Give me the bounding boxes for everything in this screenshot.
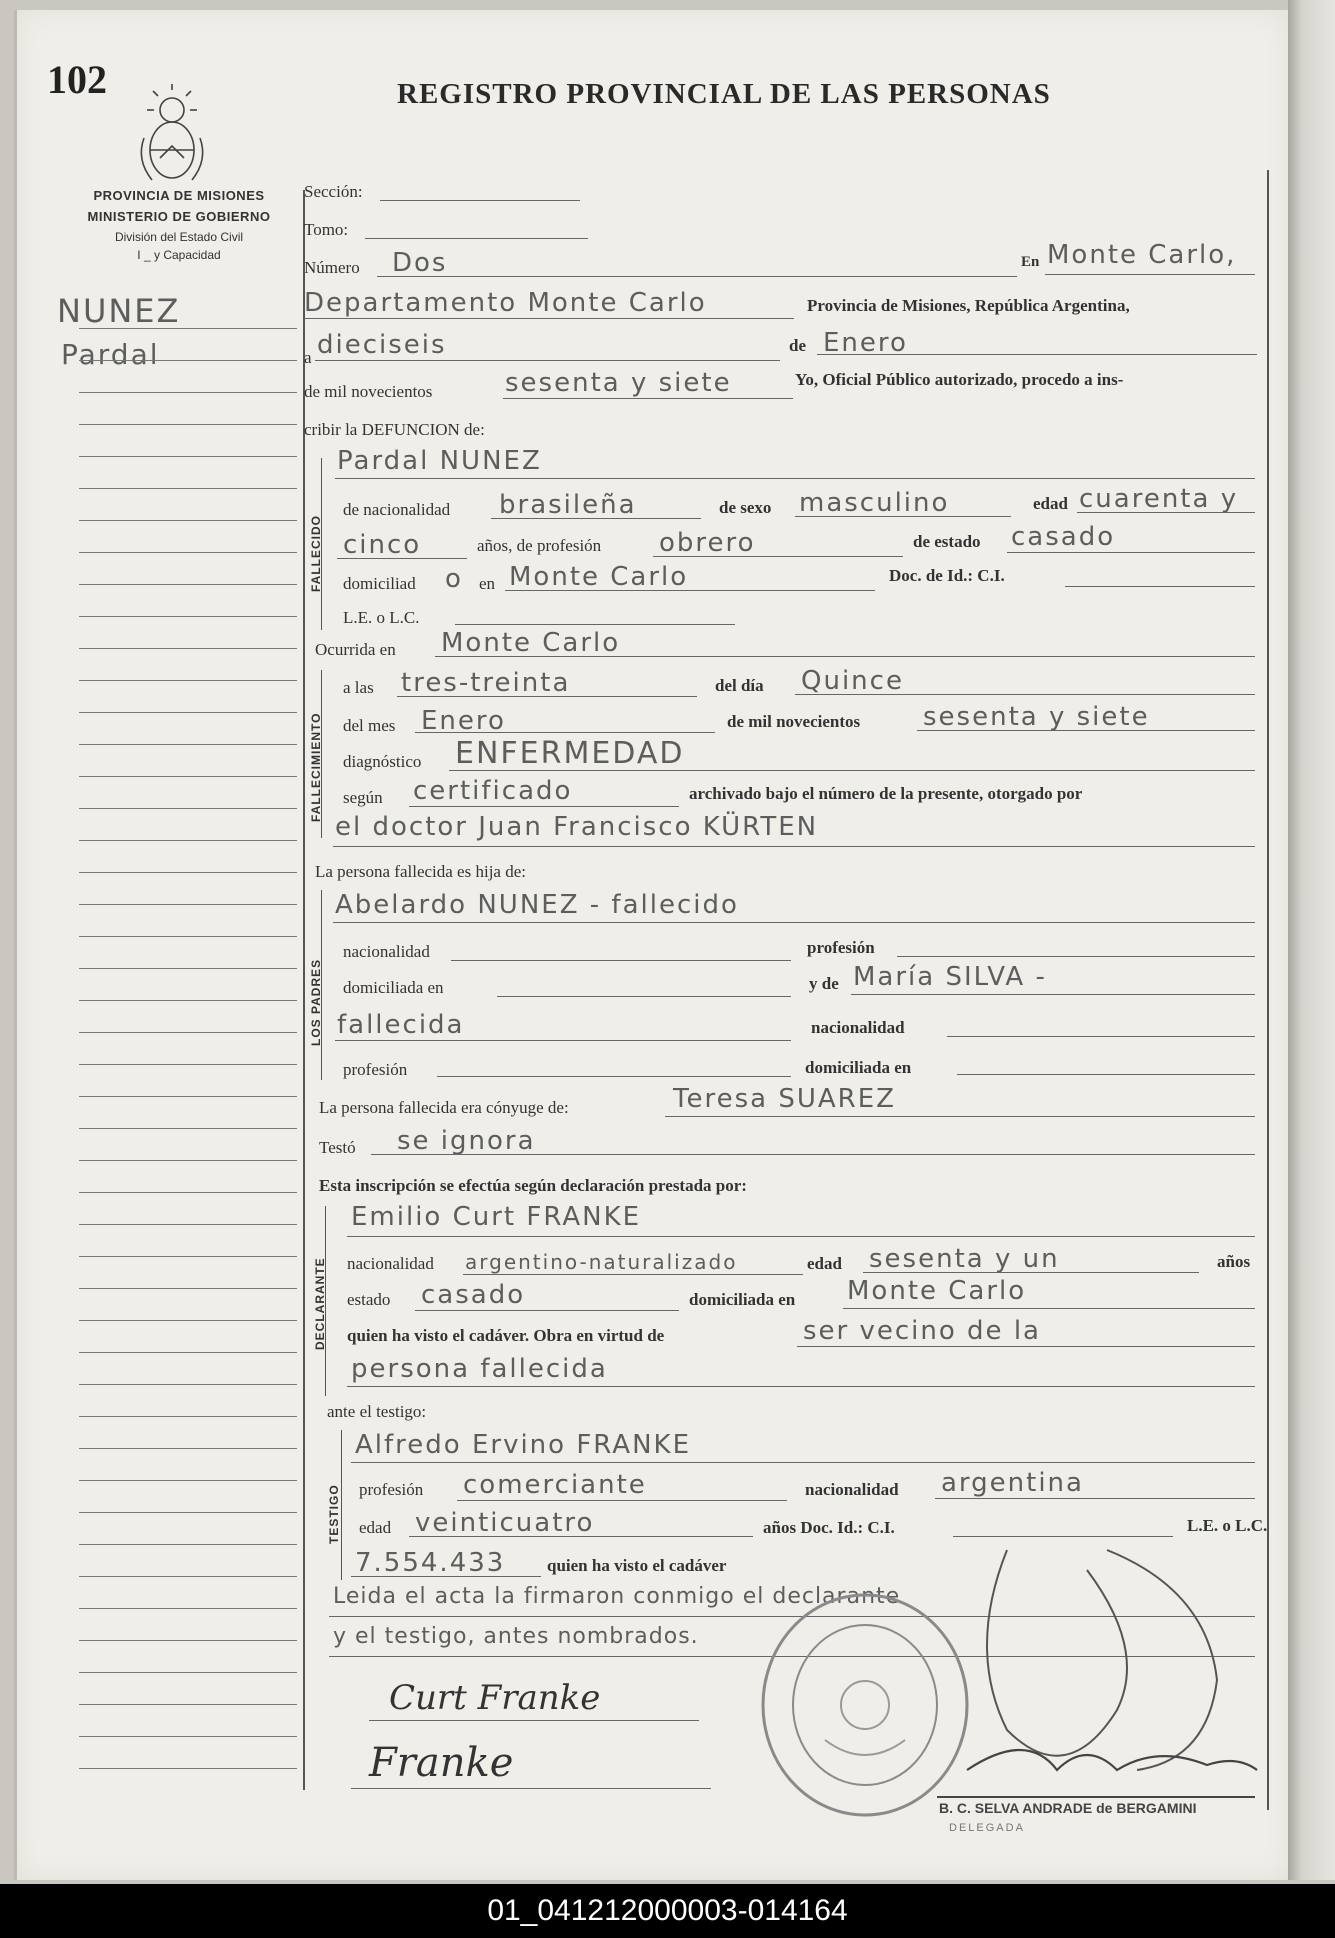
label-y-de: y de [809,974,839,993]
sidebar-rule [79,1640,297,1641]
section-los-padres: LOS PADRES [309,958,323,1046]
closing-note-1: Leida el acta la firmaron conmigo el declarante [333,1584,901,1609]
sidebar-rule [79,488,297,489]
label-domiciliada-madre: domiciliada en [805,1058,912,1077]
folio-number: 102 [47,57,107,102]
office-division: División del Estado Civil [114,230,244,244]
official-seal-icon [755,1590,975,1820]
official-role: DELEGADA [949,1822,1025,1834]
label-archivado: archivado bajo el número de la presente, otorgado por [689,784,1083,803]
sidebar-rule [79,1352,297,1353]
signature-declarante: Curt Franke [389,1678,601,1718]
label-yo: Yo, Oficial Público autorizado, procedo a ins- [795,370,1124,389]
sidebar-rule [79,424,297,425]
office-prefix: I _ [137,248,151,262]
sidebar-rule [79,936,297,937]
sidebar-rule [79,776,297,777]
entry-en: Monte Carlo, [1047,240,1237,270]
entry-edad2: cinco [343,530,422,560]
right-border [1267,170,1269,1810]
sidebar-rule [79,1608,297,1609]
binding-edge [1288,0,1335,1880]
label-nacionalidad-padre: nacionalidad [343,942,430,961]
entry-edad-testigo: veinticuatro [415,1508,595,1538]
entry-segun: certificado [413,776,573,806]
sidebar-surname: NUNEZ [57,292,181,330]
entry-profesion-testigo: comerciante [463,1470,647,1500]
sidebar-rule [79,1736,297,1737]
sidebar-rule [79,1672,297,1673]
entry-ocurrida: Monte Carlo [441,628,621,658]
label-nacionalidad: de nacionalidad [343,500,451,519]
label-le-lc-testigo: L.E. o L.C. [1187,1516,1268,1535]
entry-edad-declarante: sesenta y un [869,1244,1060,1274]
label-estado: de estado [913,532,981,551]
sidebar-rule [79,1576,297,1577]
entry-declarante: Emilio Curt FRANKE [351,1202,642,1232]
entry-nombre: Pardal NUNEZ [337,446,542,476]
registry-title: REGISTRO PROVINCIAL DE LAS PERSONAS [397,78,1051,110]
entry-sexo: masculino [799,488,950,518]
sidebar-rule [79,392,297,393]
label-cribir: cribir la DEFUNCION de: [304,420,485,439]
sidebar-rule [79,712,297,713]
entry-dia: dieciseis [317,330,447,360]
entry-conyuge: Teresa SUAREZ [673,1084,896,1114]
sidebar-rule [79,1000,297,1001]
label-edad: edad [1033,494,1068,513]
sidebar-rule [79,1704,297,1705]
label-testo: Testó [319,1138,356,1157]
entry-dia-fallecimiento: Quince [801,666,904,696]
sidebar-rule [79,648,297,649]
sidebar-rule [79,1448,297,1449]
sidebar-rule [79,1032,297,1033]
label-profesion-testigo: profesión [359,1480,424,1499]
section-testigo: TESTIGO [327,1484,341,1544]
entry-mes: Enero [823,328,908,358]
sidebar-rule [79,360,297,361]
label-numero: Número [304,258,360,277]
sidebar-rule [79,1384,297,1385]
entry-madre: María SILVA - [853,962,1047,992]
sidebar-rule [79,584,297,585]
label-nacionalidad-madre: nacionalidad [811,1018,905,1037]
entry-nacionalidad: brasileña [499,490,637,520]
sidebar-rule [79,1288,297,1289]
sidebar-rule [79,1416,297,1417]
label-segun: según [343,788,383,807]
label-edad-declarante: edad [807,1254,842,1273]
entry-domiciliad-suffix: o [445,564,463,594]
closing-note-2: y el testigo, antes nombrados. [333,1624,699,1649]
entry-anio-fallecimiento: sesenta y siete [923,702,1150,732]
label-nacionalidad-declarante: nacionalidad [347,1254,434,1273]
coat-of-arms-icon [132,80,212,190]
entry-domicilio-declarante: Monte Carlo [847,1276,1027,1306]
label-quien-visto: quien ha visto el cadáver. Obra en virtud de [347,1326,665,1345]
entry-doc-testigo: 7.554.433 [355,1548,506,1578]
sidebar-rule [79,680,297,681]
entry-estado-declarante: casado [421,1280,526,1310]
entry-edad1: cuarenta y [1079,484,1239,514]
label-en: En [1021,254,1040,270]
sidebar-rule [79,1192,297,1193]
entry-virtud-1: ser vecino de la [803,1316,1041,1346]
label-anos-profesion: años, de profesión [477,536,602,555]
entry-numero: Dos [392,248,448,278]
label-domiciliada-padre: domiciliada en [343,978,444,997]
label-seccion: Sección: [304,182,363,201]
sidebar-rule [79,904,297,905]
sidebar-rule [79,1128,297,1129]
label-ocurrida: Ocurrida en [315,640,396,659]
label-a: a [304,348,312,367]
label-tomo: Tomo: [304,220,349,239]
sidebar-rule [79,456,297,457]
label-anos-declarante: años [1217,1252,1251,1271]
sidebar-rule [79,328,297,329]
label-edad-testigo: edad [359,1518,392,1537]
entry-virtud-2: persona fallecida [351,1354,608,1384]
sidebar-rule [79,1768,297,1769]
label-profesion-madre: profesión [343,1060,408,1079]
entry-departamento [304,288,707,318]
label-anos-doc-testigo: años Doc. Id.: C.I. [763,1518,895,1537]
sidebar-rule [79,1160,297,1161]
sidebar-rule [79,1512,297,1513]
label-domiciliada-declarante: domiciliada en [689,1290,796,1309]
signature-testigo: Franke [369,1740,514,1786]
entry-domicilio: Monte Carlo [509,562,689,592]
label-le-lc: L.E. o L.C. [343,608,420,627]
entry-departamento-value: Monte Carlo [527,288,707,318]
label-de-mil: de mil novecientos [304,382,433,401]
entry-hora: tres-treinta [401,668,571,698]
sidebar-rule [79,552,297,553]
sidebar-rule [79,1096,297,1097]
entry-anio: sesenta y siete [505,368,732,398]
label-domiciliad: domiciliad [343,574,416,593]
sidebar-rule [79,872,297,873]
sidebar-rule [79,1480,297,1481]
label-ante-testigo: ante el testigo: [327,1402,427,1421]
sidebar-rule [79,1320,297,1321]
label-de-mil-fallecimiento: de mil novecientos [727,712,861,731]
entry-profesion: obrero [659,528,756,558]
section-fallecimiento: FALLECIMIENTO [309,712,323,822]
label-inscripcion: Esta inscripción se efectúa según declaración prestada por: [319,1176,747,1195]
label-sexo: de sexo [719,498,772,517]
label-diagnostico: diagnóstico [343,752,422,771]
label-de: de [789,336,806,355]
section-fallecido: FALLECIDO [309,515,323,592]
document-page [14,10,1289,1880]
label-hija-de: La persona fallecida es hija de: [315,862,526,881]
label-departamento: Departamento [304,288,518,318]
label-quien-visto-testigo: quien ha visto el cadáver [547,1556,727,1575]
entry-diagnostico: ENFERMEDAD [455,736,685,771]
label-conyuge: La persona fallecida era cónyuge de: [319,1098,569,1117]
sidebar-rule [79,520,297,521]
label-doc-id: Doc. de Id.: C.I. [889,566,1005,585]
label-nacionalidad-testigo: nacionalidad [805,1480,899,1499]
sidebar-rule [79,1224,297,1225]
entry-doctor: el doctor Juan Francisco KÜRTEN [335,812,819,842]
office-capacity: y Capacidad [153,248,221,262]
section-declarante: DECLARANTE [313,1257,327,1350]
official-name: B. C. SELVA ANDRADE de BERGAMINI [939,1800,1197,1816]
entry-nacionalidad-testigo: argentina [941,1468,1084,1498]
sidebar-rule [79,1064,297,1065]
entry-testigo: Alfredo Ervino FRANKE [355,1430,692,1460]
entry-nacionalidad-declarante: argentino-naturalizado [465,1250,738,1274]
sidebar-rule [79,1256,297,1257]
label-del-mes: del mes [343,716,396,735]
label-a-las: a las [343,678,374,697]
sidebar-rule [79,744,297,745]
entry-madre-estado: fallecida [337,1010,465,1040]
label-estado-declarante: estado [347,1290,391,1309]
document-id: 01_041212000003-014164 [487,1894,848,1927]
sidebar-rule [79,1544,297,1545]
document-id-bar [0,1884,1335,1938]
entry-estado: casado [1011,522,1116,552]
sidebar-rule [79,840,297,841]
label-en-domicilio: en [479,574,496,593]
entry-mes-fallecimiento: Enero [421,706,506,736]
sidebar-name: Pardal [61,338,160,371]
sidebar-rule [79,616,297,617]
office-ministry: MINISTERIO DE GOBIERNO [87,209,271,224]
entry-padre: Abelardo NUNEZ - fallecido [335,890,739,920]
sidebar-rule [79,808,297,809]
sidebar-rule [79,968,297,969]
office-province: PROVINCIA DE MISIONES [93,188,265,203]
official-signature-icon [947,1530,1267,1810]
label-profesion-padre: profesión [807,938,875,957]
entry-testo: se ignora [397,1126,536,1156]
office-block [59,188,299,262]
label-del-dia: del día [715,676,764,695]
label-provincia: Provincia de Misiones, República Argentina, [807,296,1130,315]
